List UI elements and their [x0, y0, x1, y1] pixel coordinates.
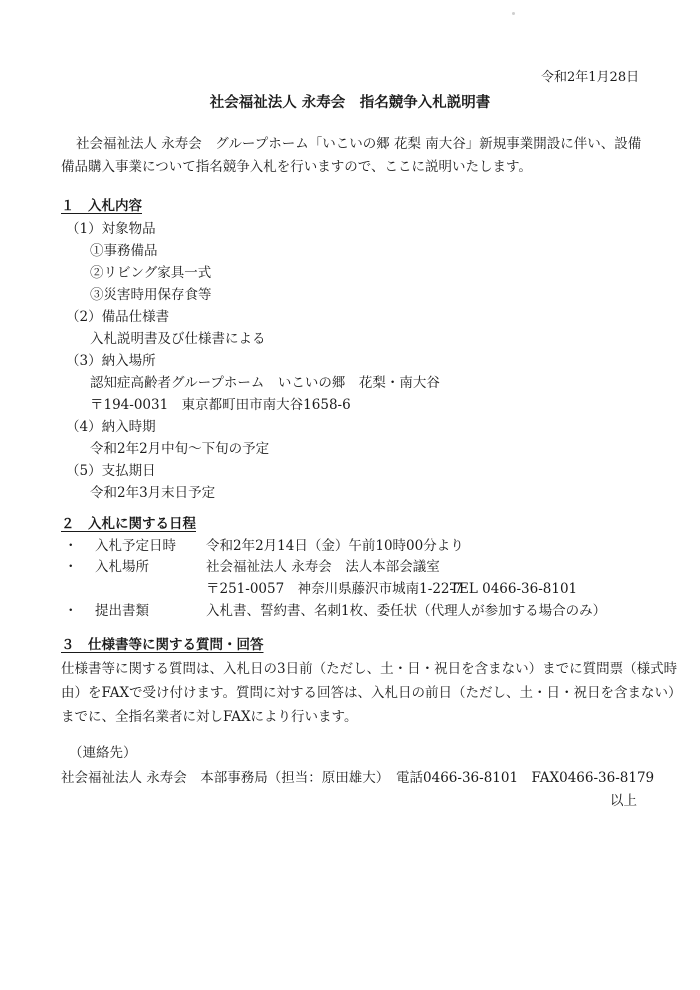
item-4-label: （4）納入時期: [66, 419, 156, 435]
qa-paragraph-line-2: 由）をFAXで受け付けます。質問に対する回答は、入札日の前日（ただし、土・日・祝日を含まない）: [61, 685, 682, 701]
item-1-sub-3: ③災害時用保存食等: [90, 287, 212, 303]
schedule-place-label: 入札場所: [95, 559, 149, 575]
section-2-heading: ２ 入札に関する日程: [61, 516, 196, 532]
item-1-sub-2: ②リビング家具一式: [90, 265, 212, 281]
schedule-date-label: 入札予定日時: [95, 538, 176, 554]
qa-paragraph-line-3: までに、全指名業者に対しFAXにより行います。: [61, 709, 358, 725]
qa-paragraph-line-1: 仕様書等に関する質問は、入札日の3日前（ただし、土・日・祝日を含まない）までに質問票（様式時: [61, 661, 678, 677]
schedule-place-tel: TEL 0466-36-8101: [450, 581, 578, 597]
scan-speck: [512, 12, 515, 15]
item-2-text: 入札説明書及び仕様書による: [90, 331, 266, 347]
document-date: 令和2年1月28日: [541, 70, 640, 85]
intro-line-2: 備品購入事業について指名競争入札を行いますので、ここに説明いたします。: [61, 159, 532, 175]
schedule-place-value: 社会福祉法人 永寿会 法人本部会議室: [206, 559, 440, 575]
item-3-label: （3）納入場所: [66, 353, 156, 369]
contact-label: （連絡先）: [69, 745, 137, 761]
item-2-label: （2）備品仕様書: [66, 309, 170, 325]
contact-text: 社会福祉法人 永寿会 本部事務局（担当：原田雄大） 電話0466-36-8101 FAX0466-36-8179: [61, 770, 655, 786]
schedule-date-value: 令和2年2月14日（金）午前10時00分より: [206, 538, 464, 554]
item-3-text-1: 認知症高齢者グループホーム いこいの郷 花梨・南大谷: [90, 375, 440, 391]
intro-line-1: 社会福祉法人 永寿会 グループホーム「いこいの郷 花梨 南大谷」新規事業開設に伴い、設備: [76, 136, 642, 152]
schedule-bullet: ・: [64, 538, 78, 554]
section-1-heading: １ 入札内容: [61, 198, 142, 214]
item-5-text: 令和2年3月末日予定: [90, 485, 216, 501]
schedule-bullet: ・: [64, 603, 78, 619]
schedule-bullet: ・: [64, 559, 78, 575]
schedule-docs-value: 入札書、誓約書、名刺1枚、委任状（代理人が参加する場合のみ）: [206, 603, 607, 619]
item-3-text-2: 〒194-0031 東京都町田市南大谷1658-6: [90, 397, 351, 413]
item-1-sub-1: ①事務備品: [90, 243, 158, 259]
schedule-place-address: 〒251-0057 神奈川県藤沢市城南1-22-7: [206, 581, 463, 597]
item-5-label: （5）支払期日: [66, 463, 156, 479]
item-4-text: 令和2年2月中旬～下旬の予定: [90, 441, 270, 457]
item-1-label: （1）対象物品: [66, 221, 156, 237]
section-3-heading: ３ 仕様書等に関する質問・回答: [61, 637, 264, 653]
document-title: 社会福祉法人 永寿会 指名競争入札説明書: [209, 94, 491, 111]
closing-mark: 以上: [610, 793, 637, 809]
schedule-docs-label: 提出書類: [95, 603, 149, 619]
